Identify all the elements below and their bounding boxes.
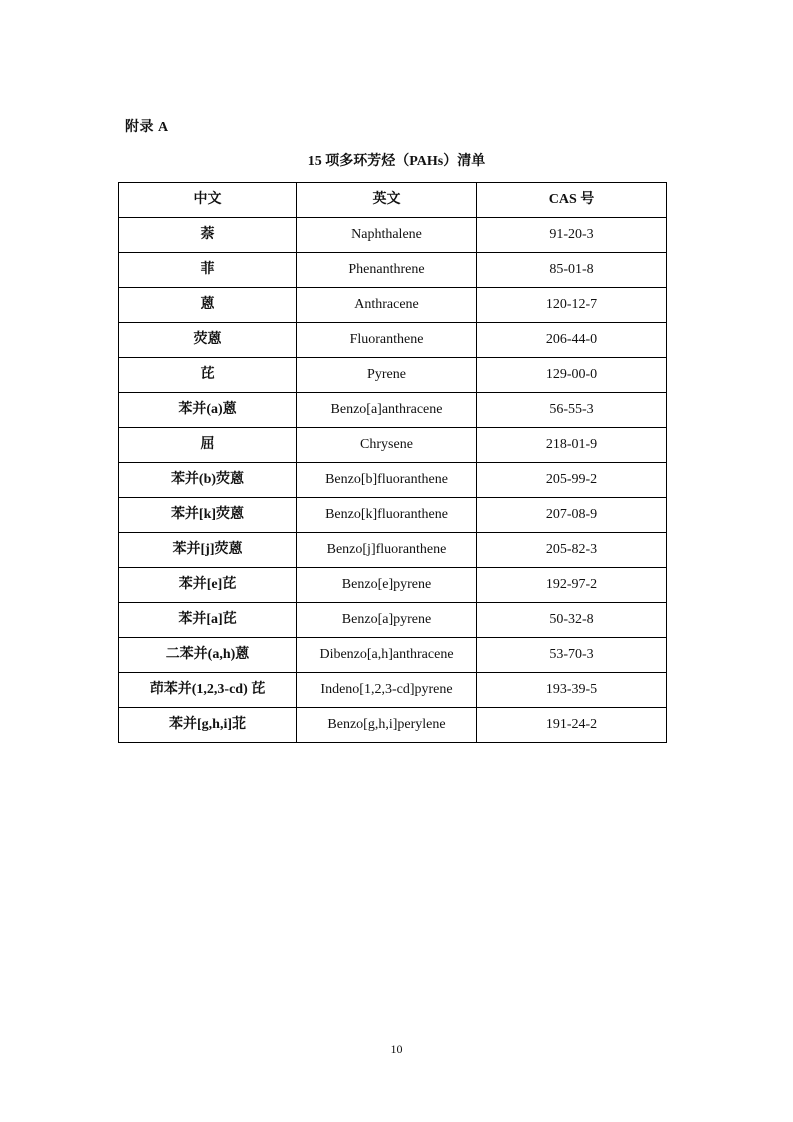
table-row xyxy=(119,323,667,358)
cell-chinese-name: 苯并(a)蒽 xyxy=(119,393,297,428)
cell-cas-number: 91-20-3 xyxy=(477,218,667,253)
appendix-label: 附录 A xyxy=(125,120,169,135)
cell-chinese-name: 二苯并(a,h)蒽 xyxy=(119,638,297,673)
cell-cas-number: 193-39-5 xyxy=(477,673,667,708)
cell-chinese-name: 菲 xyxy=(119,253,297,288)
cell-english-name: Indeno[1,2,3-cd]pyrene xyxy=(297,673,477,708)
cell-cas-number: 85-01-8 xyxy=(477,253,667,288)
table-header-row xyxy=(119,183,667,218)
cell-english-name: Benzo[a]pyrene xyxy=(297,603,477,638)
cell-cas-number: 192-97-2 xyxy=(477,568,667,603)
cell-english-name: Chrysene xyxy=(297,428,477,463)
cell-cas-number: 207-08-9 xyxy=(477,498,667,533)
table-row xyxy=(119,638,667,673)
table-row xyxy=(119,603,667,638)
cell-english-name: Naphthalene xyxy=(297,218,477,253)
page-number: 10 xyxy=(390,1042,403,1056)
table-row xyxy=(119,288,667,323)
table-row xyxy=(119,218,667,253)
cell-chinese-name: 苯并[e]芘 xyxy=(119,568,297,603)
cell-cas-number: 50-32-8 xyxy=(477,603,667,638)
cell-english-name: Benzo[g,h,i]perylene xyxy=(297,708,477,743)
cell-chinese-name: 蒽 xyxy=(119,288,297,323)
cell-chinese-name: 苯并[a]芘 xyxy=(119,603,297,638)
table-row xyxy=(119,393,667,428)
cell-chinese-name: 苯并[g,h,i]苝 xyxy=(119,708,297,743)
cell-english-name: Benzo[e]pyrene xyxy=(297,568,477,603)
cell-chinese-name: 屈 xyxy=(119,428,297,463)
cell-cas-number: 120-12-7 xyxy=(477,288,667,323)
cell-cas-number: 218-01-9 xyxy=(477,428,667,463)
cell-english-name: Benzo[b]fluoranthene xyxy=(297,463,477,498)
cell-chinese-name: 苯并(b)荧蒽 xyxy=(119,463,297,498)
cell-cas-number: 191-24-2 xyxy=(477,708,667,743)
cell-cas-number: 206-44-0 xyxy=(477,323,667,358)
cell-english-name: Benzo[k]fluoranthene xyxy=(297,498,477,533)
cell-english-name: Benzo[j]fluoranthene xyxy=(297,533,477,568)
cell-english-name: Benzo[a]anthracene xyxy=(297,393,477,428)
table-row xyxy=(119,498,667,533)
cell-cas-number: 53-70-3 xyxy=(477,638,667,673)
pah-table xyxy=(118,182,667,743)
table-row xyxy=(119,568,667,603)
cell-cas-number: 56-55-3 xyxy=(477,393,667,428)
table-row xyxy=(119,673,667,708)
cell-chinese-name: 茚苯并(1,2,3-cd) 芘 xyxy=(119,673,297,708)
cell-cas-number: 205-82-3 xyxy=(477,533,667,568)
cell-chinese-name: 荧蒽 xyxy=(119,323,297,358)
cell-english-name: Anthracene xyxy=(297,288,477,323)
table-row xyxy=(119,358,667,393)
cell-chinese-name: 苯并[k]荧蒽 xyxy=(119,498,297,533)
cell-english-name: Fluoranthene xyxy=(297,323,477,358)
header-english: 英文 xyxy=(297,183,477,218)
cell-cas-number: 205-99-2 xyxy=(477,463,667,498)
cell-chinese-name: 萘 xyxy=(119,218,297,253)
table-row xyxy=(119,708,667,743)
table-row xyxy=(119,253,667,288)
cell-english-name: Phenanthrene xyxy=(297,253,477,288)
table-title: 15 项多环芳烃（PAHs）清单 xyxy=(307,154,486,169)
table-row xyxy=(119,428,667,463)
table-row xyxy=(119,463,667,498)
header-cas: CAS 号 xyxy=(477,183,667,218)
cell-chinese-name: 苯并[j]荧蒽 xyxy=(119,533,297,568)
cell-english-name: Dibenzo[a,h]anthracene xyxy=(297,638,477,673)
cell-english-name: Pyrene xyxy=(297,358,477,393)
cell-chinese-name: 芘 xyxy=(119,358,297,393)
header-chinese: 中文 xyxy=(119,183,297,218)
cell-cas-number: 129-00-0 xyxy=(477,358,667,393)
table-row xyxy=(119,533,667,568)
